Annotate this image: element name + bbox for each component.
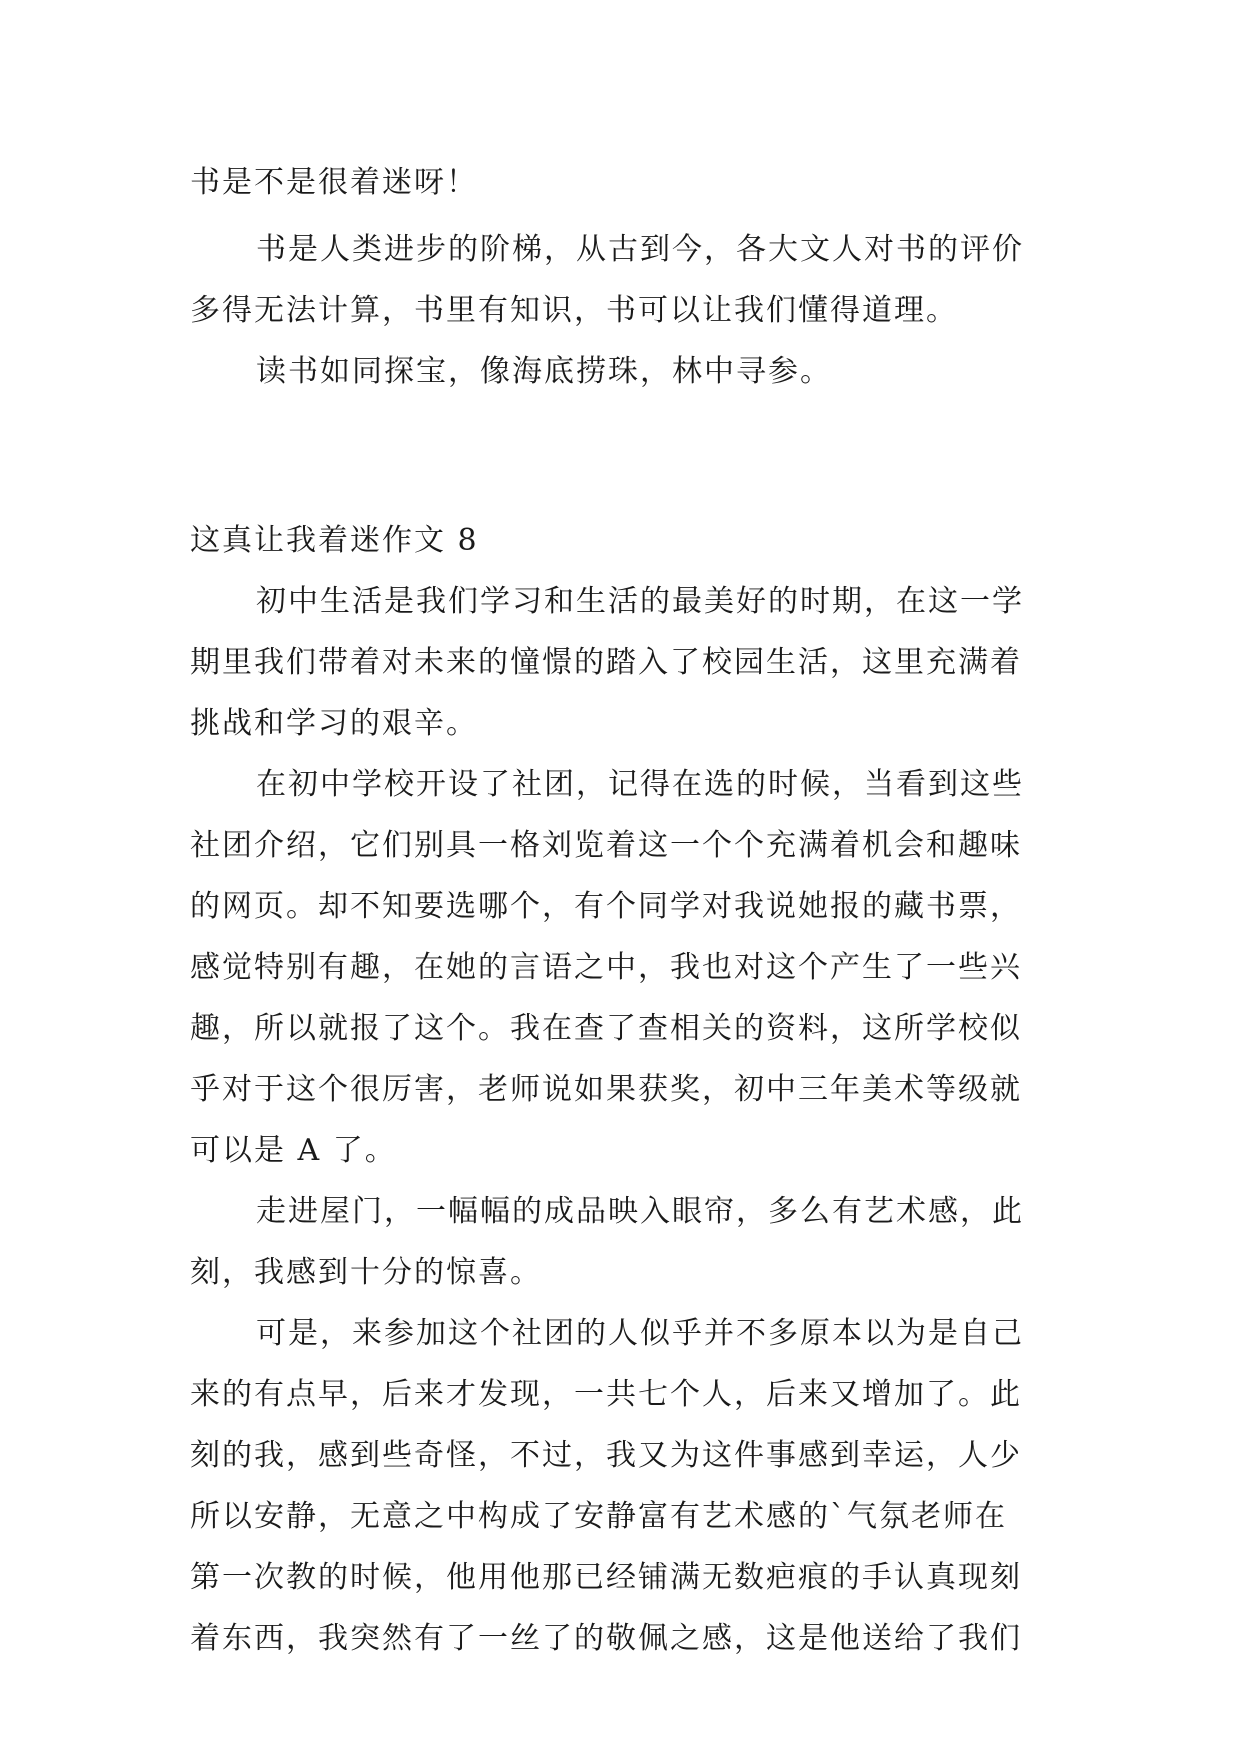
paragraph-line: 第一次教的时候，他用他那已经铺满无数疤痕的手认真现刻 — [190, 1560, 1022, 1595]
paragraph-line: 走进屋门，一幅幅的成品映入眼帘，多么有艺术感，此 — [256, 1194, 1024, 1229]
paragraph-line: 挑战和学习的艰辛。 — [190, 706, 478, 741]
paragraph-line: 着东西，我突然有了一丝了的敬佩之感，这是他送给了我们 — [190, 1621, 1022, 1656]
paragraph-line: 多得无法计算，书里有知识，书可以让我们懂得道理。 — [190, 293, 958, 328]
paragraph-line: 可以是 A 了。 — [190, 1133, 397, 1168]
section-title: 这真让我着迷作文 8 — [190, 523, 479, 558]
paragraph-line: 的网页。却不知要选哪个，有个同学对我说她报的藏书票， — [190, 889, 1022, 924]
text-line: 书是不是很着迷呀！ — [190, 165, 478, 200]
paragraph-line: 在初中学校开设了社团，记得在选的时候，当看到这些 — [256, 767, 1024, 802]
paragraph-line: 书是人类进步的阶梯，从古到今，各大文人对书的评价 — [256, 232, 1024, 267]
document-body — [190, 152, 1060, 1669]
paragraph-line: 读书如同探宝，像海底捞珠，林中寻参。 — [256, 354, 832, 389]
paragraph-line: 刻的我，感到些奇怪，不过，我又为这件事感到幸运，人少 — [190, 1438, 1022, 1473]
paragraph-line: 趣，所以就报了这个。我在查了查相关的资料，这所学校似 — [190, 1011, 1022, 1046]
paragraph-line: 期里我们带着对未来的憧憬的踏入了校园生活，这里充满着 — [190, 645, 1022, 680]
paragraph-line: 刻，我感到十分的惊喜。 — [190, 1255, 542, 1290]
paragraph-line: 社团介绍，它们别具一格刘览着这一个个充满着机会和趣味 — [190, 828, 1022, 863]
paragraph-line: 来的有点早，后来才发现，一共七个人，后来又增加了。此 — [190, 1377, 1022, 1412]
paragraph-line: 可是，来参加这个社团的人似乎并不多原本以为是自己 — [256, 1316, 1024, 1351]
paragraph-line: 乎对于这个很厉害，老师说如果获奖，初中三年美术等级就 — [190, 1072, 1022, 1107]
paragraph-line: 初中生活是我们学习和生活的最美好的时期，在这一学 — [256, 584, 1024, 619]
paragraph-line: 感觉特别有趣，在她的言语之中，我也对这个产生了一些兴 — [190, 950, 1022, 985]
paragraph-line: 所以安静，无意之中构成了安静富有艺术感的`气氛老师在 — [190, 1499, 1007, 1534]
